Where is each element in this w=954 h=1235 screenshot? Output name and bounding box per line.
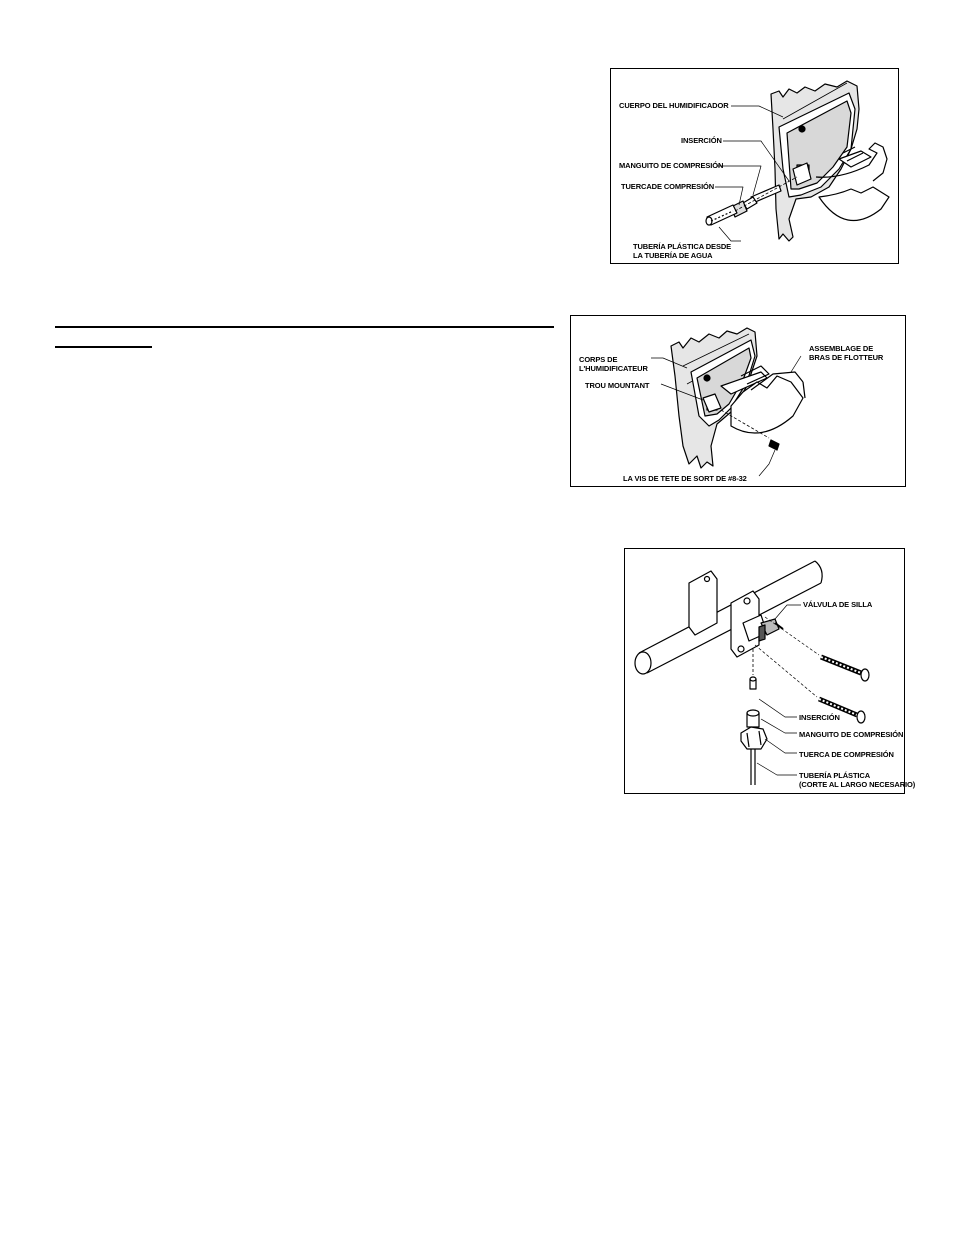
label-saddle-valve: VÁLVULA DE SILLA [803,600,873,609]
label-plastic-tube-line1: TUBERÍA PLÁSTICA DESDE [633,242,732,251]
label-float-assembly-line1: ASSEMBLAGE DE [809,344,874,353]
label-humidificateur: L'HUMIDIFICATEUR [579,364,648,373]
figure-saddle-valve [624,548,916,794]
label-humidifier-body: CUERPO DEL HUMIDIFICADOR [619,101,729,110]
section-heading-underline-short [55,346,152,348]
label-plastic-tube-line1: TUBERÍA PLÁSTICA [799,771,871,780]
label-corps: CORPS DE [579,355,618,364]
label-screw: LA VIS DE TETE DE SORT DE #8-32 [623,474,747,483]
label-plastic-tube-line2: LA TUBERÍA DE AGUA [633,251,713,260]
label-compression-sleeve: MANGUITO DE COMPRESIÓN [619,161,724,170]
label-insert: INSERCIÓN [681,136,722,145]
label-compression-nut: TUERCA DE COMPRESIÓN [799,750,894,759]
figure-float-arm-assembly [570,315,906,487]
section-heading-rule [55,326,554,328]
label-plastic-tube-line2: (CORTE AL LARGO NECESARIO) [799,780,916,789]
figure-compression-fitting-humidifier [610,68,899,264]
figure2-drawing [571,316,907,488]
label-mounting-hole: TROU MOUNTANT [585,381,650,390]
label-compression-sleeve: MANGUITO DE COMPRESIÓN [799,730,904,739]
label-insert: INSERCIÓN [799,713,840,722]
label-float-assembly-line2: BRAS DE FLOTTEUR [809,353,884,362]
label-compression-nut: TUERCADE COMPRESIÓN [621,182,715,191]
